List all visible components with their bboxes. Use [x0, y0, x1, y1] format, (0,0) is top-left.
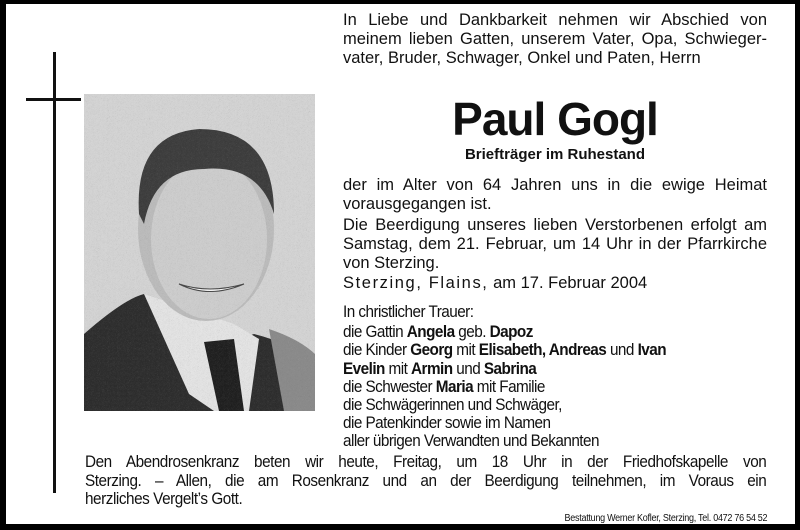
- age-line: vorausgegangen ist.: [343, 195, 492, 213]
- mourner-name: Evelin: [343, 358, 385, 378]
- mourner-text: und: [452, 358, 484, 378]
- mourner-line: [343, 432, 666, 450]
- funeral-line: Samstag, dem 21. Februar, um 14 Uhr in der Pfarrkirche: [343, 235, 767, 253]
- date: am 17. Februar 2004: [493, 274, 648, 292]
- mourner-text: die Kinder: [343, 340, 411, 360]
- intro-line: meinem lieben Gatten, unserem Vater, Opa, Schwieger-: [343, 30, 767, 48]
- mourner-name: Ivan: [637, 340, 667, 360]
- mourner-text: die Schwester: [343, 376, 436, 396]
- mourner-name: Maria: [435, 376, 474, 396]
- mourner-text: mit: [452, 340, 479, 360]
- mourner-name: Angela: [406, 322, 455, 342]
- intro-text: [343, 11, 767, 68]
- mourner-text: geb.: [454, 322, 490, 342]
- funeral-line: Die Beerdigung unseres lieben Verstorbenen erfolgt am: [343, 216, 767, 234]
- mourner-name: Georg: [410, 340, 453, 360]
- intro-line: In Liebe und Dankbarkeit nehmen wir Abschied von: [343, 11, 767, 29]
- mourner-name: Dapoz: [489, 322, 533, 342]
- obituary-notice: [6, 4, 795, 524]
- intro-line: vater, Bruder, Schwager, Onkel und Paten, Herrn: [343, 49, 701, 67]
- mourner-line: [343, 341, 666, 359]
- mourner-text: mit Familie: [473, 376, 545, 396]
- mourner-name: Elisabeth, Andreas: [478, 340, 607, 360]
- mourner-name: Armin: [411, 358, 453, 378]
- mourner-line: [343, 323, 666, 341]
- mourners: [343, 303, 666, 451]
- mourner-line: [343, 378, 666, 396]
- closing-line: Sterzing. – Allen, die am Rosenkranz und an der Beerdigung teilnehmen, im Voraus ein: [85, 470, 767, 490]
- mourner-text: die Patenkinder sowie im Namen: [343, 413, 551, 433]
- mourner-line: [343, 396, 666, 414]
- mourner-name: Sabrina: [483, 358, 537, 378]
- closing-line: herzliches Vergelt’s Gott.: [85, 489, 243, 508]
- mourner-text: mit: [384, 358, 412, 378]
- mourner-text: und: [606, 340, 638, 360]
- funeral-line: von Sterzing.: [343, 254, 440, 272]
- mourners-heading: In christlicher Trauer:: [343, 302, 474, 321]
- occupation: Briefträger im Ruhestand: [464, 146, 646, 163]
- deceased-name: Paul Gogl: [452, 93, 658, 145]
- closing-line: Den Abendrosenkranz beten wir heute, Freitag, um 18 Uhr in der Friedhofskapelle von: [85, 452, 767, 471]
- mourner-line: [343, 414, 666, 432]
- place-date: [343, 274, 767, 293]
- cross-bar: [26, 98, 81, 101]
- age-text: [343, 176, 767, 214]
- mourner-text: die Schwägerinnen und Schwäger,: [343, 395, 562, 415]
- funeral-home-footer: Bestattung Werner Kofler, Sterzing, Tel. 0472 76 54 52: [564, 513, 767, 524]
- funeral-text: [343, 216, 767, 273]
- age-line: der im Alter von 64 Jahren uns in die ewige Heimat: [343, 176, 767, 194]
- mourner-line: [343, 360, 666, 378]
- mourner-text: aller übrigen Verwandten und Bekannten: [343, 431, 599, 451]
- portrait-photo: [84, 94, 315, 411]
- mourner-text: die Gattin: [343, 322, 407, 342]
- cross-icon: [53, 52, 56, 493]
- place: Sterzing, Flains,: [343, 274, 489, 292]
- closing-text: [85, 453, 767, 509]
